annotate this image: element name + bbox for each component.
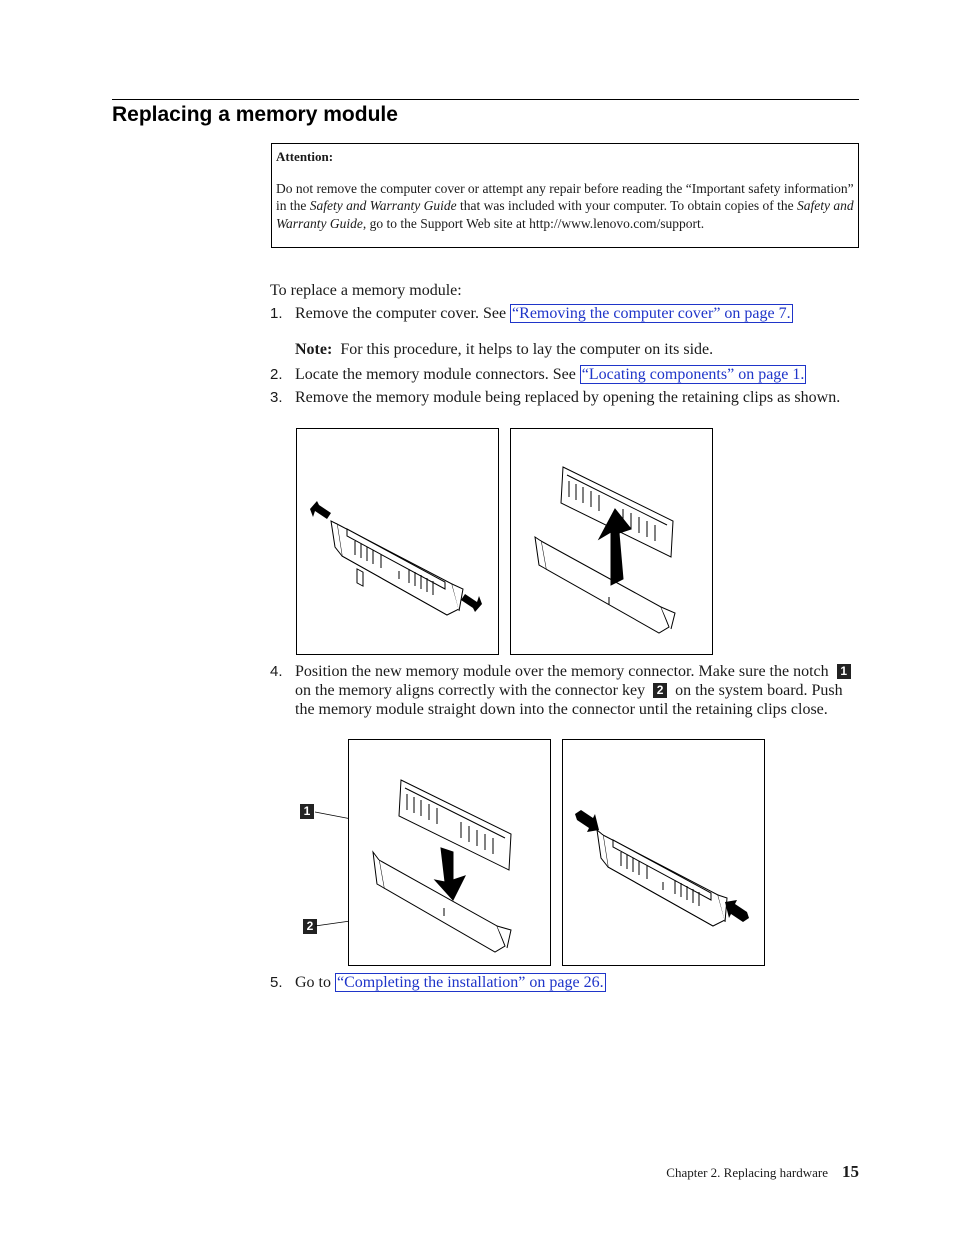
note: Note: For this procedure, it helps to lay the computer on its side. xyxy=(295,341,714,358)
figure-remove-module xyxy=(510,428,713,655)
figure-clips-closed xyxy=(562,739,765,966)
memory-module-insert-illustration xyxy=(349,740,550,965)
memory-module-remove-illustration xyxy=(511,429,712,654)
figure-open-clips xyxy=(296,428,499,655)
link-locating-components[interactable]: “Locating components” on page 1. xyxy=(581,366,805,383)
section-rule xyxy=(112,99,859,100)
memory-module-open-illustration xyxy=(297,429,498,654)
link-completing-installation[interactable]: “Completing the installation” on page 26. xyxy=(337,974,604,991)
callout-1: 1 xyxy=(837,664,851,679)
section-title: Replacing a memory module xyxy=(112,103,398,126)
step-1: 1. Remove the computer cover. See “Removing the computer cover” on page 7. xyxy=(270,305,791,322)
footer-chapter: Chapter 2. Replacing hardware xyxy=(666,1165,828,1180)
step-3: 3. Remove the memory module being replaced by opening the retaining clips as shown. xyxy=(270,389,841,406)
step-2: 2. Locate the memory module connectors. See “Locating components” on page 1. xyxy=(270,366,805,383)
attention-text: Do not remove the computer cover or attempt any repair before reading the “Important safety information” in the Safety and Warranty Guide that was included with your computer. To obtain copies of the Safety and Warranty Guide, go to the Support Web site at http://www.lenovo.com/support. xyxy=(276,180,854,231)
page-footer xyxy=(666,1162,859,1182)
link-removing-cover[interactable]: “Removing the computer cover” on page 7. xyxy=(512,305,791,322)
memory-module-seated-illustration xyxy=(563,740,764,965)
callout-2: 2 xyxy=(653,683,667,698)
intro-text: To replace a memory module: xyxy=(270,282,462,299)
figure-callout-1: 1 xyxy=(300,804,314,819)
figure-callout-2: 2 xyxy=(303,919,317,934)
attention-box xyxy=(271,143,859,248)
figure-insert-module xyxy=(348,739,551,966)
page-number: 15 xyxy=(842,1162,859,1181)
attention-label: Attention: xyxy=(276,149,334,164)
step-4: 4. Position the new memory module over the memory connector. Make sure the notch 1 on the memory aligns correctly with the connector key 2 on the system board. Push the memory module straight down into the connector until the retaining clips close. xyxy=(270,662,856,719)
step-5: 5. Go to “Completing the installation” on page 26. xyxy=(270,974,604,991)
